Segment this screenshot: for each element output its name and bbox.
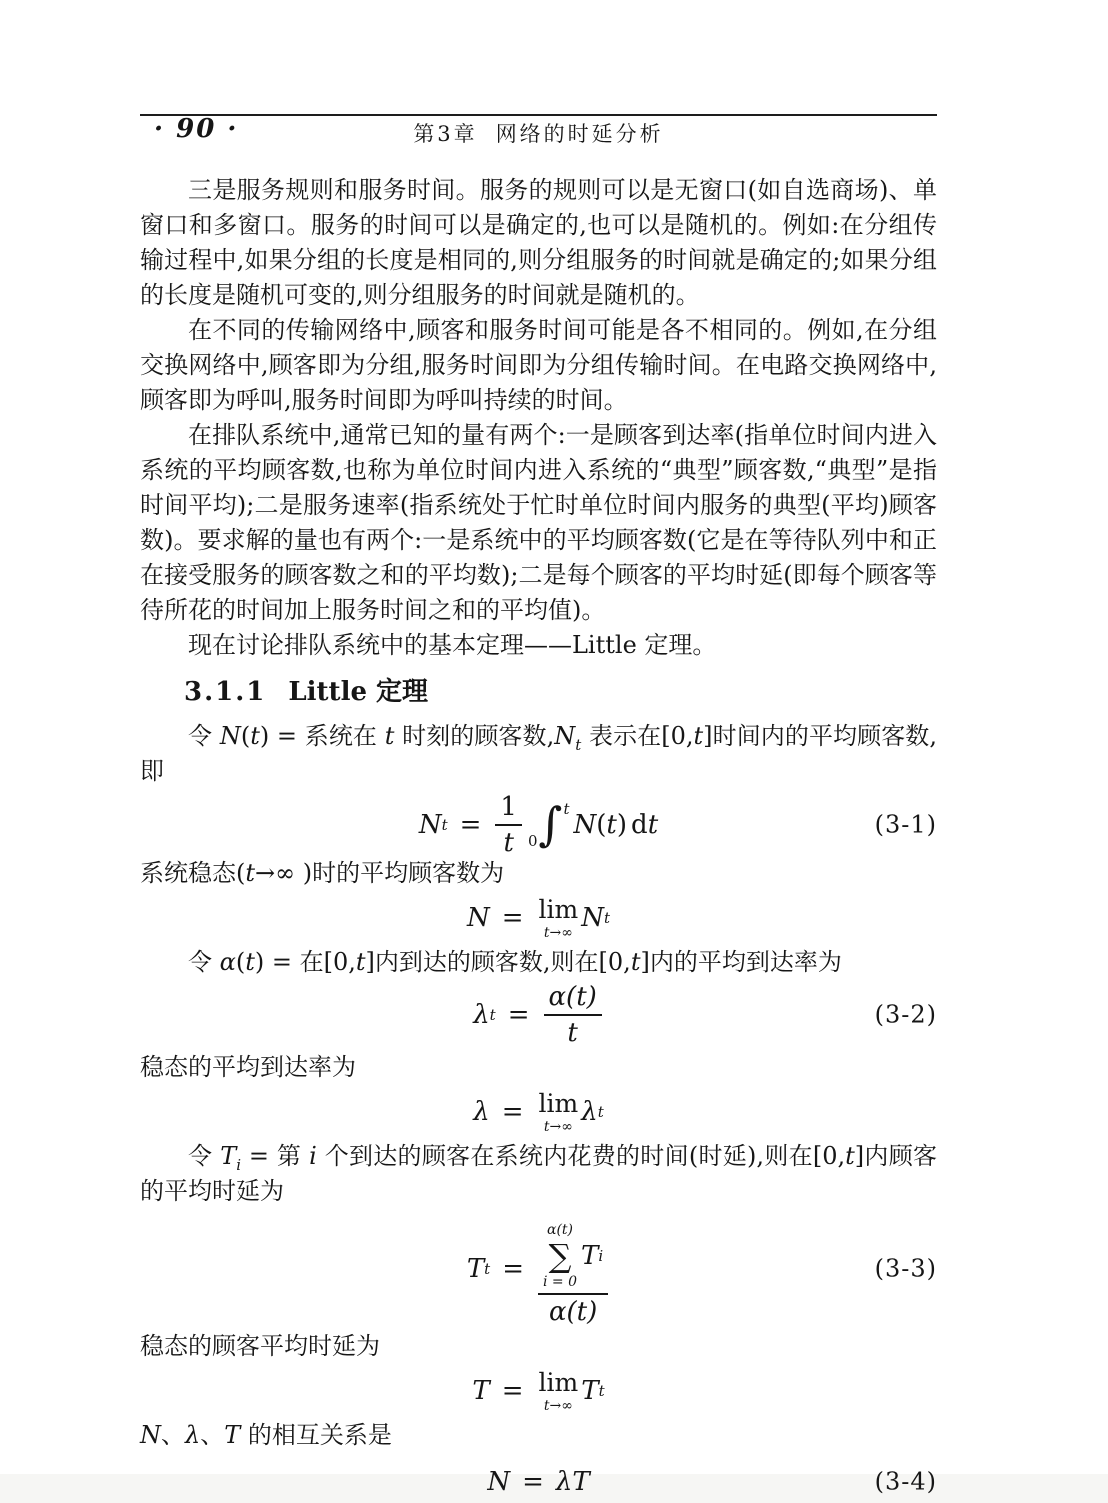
equation-number: (3-1): [874, 810, 937, 839]
equation-number: (3-2): [874, 1000, 937, 1029]
header-rule: [140, 114, 937, 116]
page-number: · 90 ·: [154, 114, 239, 144]
math-var: T: [581, 1241, 599, 1271]
paragraph-networks: 在不同的传输网络中,顾客和服务时间可能是各不相同的。例如,在分组交换网络中,顾客即为分组,服务时间即为分组传输时间。在电路交换网络中,顾客即为呼叫,服务时间即为呼叫持续的时间。: [140, 316, 937, 414]
sum-sign: ∑: [548, 1237, 572, 1275]
text-run: ]内的平均到达率为: [640, 948, 842, 976]
math-var: N: [140, 1421, 161, 1449]
formula-average-delay: T t = α(t) ∑ i = 0 T i α(t): [467, 1213, 610, 1325]
math-var: t: [630, 948, 641, 976]
math-var: t: [250, 722, 260, 750]
line-define-nt: [140, 719, 937, 789]
sum-lower-limit: i = 0: [543, 1274, 578, 1290]
math-var: N: [554, 722, 576, 750]
text-run: 时刻的顾客数,: [394, 722, 555, 750]
text-run: 令: [188, 722, 220, 750]
page-content: [140, 84, 937, 1503]
integral-lower-limit: 0: [527, 831, 538, 850]
text-run: 表示在[0,: [581, 722, 694, 750]
section-number: 3.1.1: [184, 677, 267, 707]
text-run: (: [235, 948, 246, 976]
text-run: (: [240, 722, 251, 750]
text-run: 个到达的顾客在系统内花费的时间(时延),则在[0,: [316, 1142, 846, 1170]
math-var: N: [487, 1467, 511, 1497]
differential-d: d: [631, 810, 648, 840]
line-define-ti: [140, 1139, 937, 1209]
text-run: 系统稳态(: [140, 859, 246, 887]
denominator: t: [567, 1018, 578, 1048]
equals-sign: =: [459, 810, 482, 840]
math-var: λ: [473, 1000, 490, 1030]
math-var: N: [466, 903, 490, 933]
text-run: 令: [188, 948, 220, 976]
equals-sign: =: [501, 903, 524, 933]
equation-3-2: [140, 983, 937, 1047]
chapter-label: 第3章: [413, 122, 478, 146]
equation-number: (3-3): [874, 1254, 937, 1283]
math-var: i: [309, 1142, 317, 1170]
math-var: T: [572, 1467, 590, 1497]
text-run: = 第: [241, 1142, 310, 1170]
equation-3-3: [140, 1213, 937, 1325]
math-var: t: [245, 948, 255, 976]
text-run: ]内顾客的平均时延为: [140, 1142, 937, 1205]
equation-3-1: [140, 794, 937, 856]
paragraph-queueing-quantities: 在排队系统中,通常已知的量有两个:一是顾客到达率(指单位时间内进入系统的平均顾客数,也称为单位时间内进入系统的“典型”顾客数,“典型”是指时间平均);二是服务速率(指系统处于忙时单位时间内服务的典型(平均)顾客数)。要求解的量也有两个:一是系统中的平均顾客数(它是在等待队列中和正在接受服务的顾客数之和的平均数);二是每个顾客的平均时延(即每个顾客等待所花的时间加上服务时间之和的平均值)。: [140, 421, 937, 624]
text-run: 、: [161, 1421, 185, 1449]
sum-upper-limit: α(t): [547, 1222, 574, 1238]
math-var: t: [647, 810, 659, 840]
limit-operator: [538, 1367, 579, 1414]
formula-average-customers: N t = $\frac{1}{t}$ 0 ∫ t N ( t ) d t: [418, 792, 659, 858]
section-heading: [184, 676, 937, 708]
text-run: →∞ )时的平均顾客数为: [255, 859, 505, 887]
formula-limit-t: T = lim t→∞ T t: [472, 1367, 605, 1414]
formula-limit-n: N = lim t→∞ N t: [466, 894, 611, 941]
paragraph-little-intro: 现在讨论排队系统中的基本定理——Little 定理。: [188, 631, 717, 659]
math-var: t: [693, 722, 704, 750]
limit-operator: [538, 1088, 579, 1135]
integral-sign: ∫: [538, 797, 563, 852]
math-var: N: [573, 810, 597, 840]
sum-expression: α(t) ∑ i = 0 T i: [543, 1222, 604, 1290]
numerator: α(t): [544, 984, 602, 1016]
math-var: T: [466, 1254, 485, 1284]
text-run: ) = 系统在: [259, 722, 385, 750]
math-var: t: [384, 722, 395, 750]
equation-3-4: [140, 1461, 937, 1503]
fraction: [538, 1213, 608, 1325]
math-var: t: [606, 810, 617, 840]
math-var: λ: [185, 1421, 201, 1449]
equals-sign: =: [501, 1376, 524, 1406]
paren: ): [616, 810, 628, 840]
fraction: [544, 984, 602, 1046]
lim-subscript: t→∞: [543, 924, 573, 941]
paragraph-service-rules: 三是服务规则和服务时间。服务的规则可以是无窗口(如自选商场)、单窗口和多窗口。服务的时间可以是确定的,也可以是随机的。例如:在分组传输过程中,如果分组的长度是相同的,则分组服务的时间就是确定的;如果分组的长度是随机可变的,则分组服务的时间就是随机的。: [140, 176, 937, 309]
text-run: ]时间内的平均顾客数,即: [140, 722, 937, 785]
body-text: [140, 173, 937, 1503]
math-subscript: i: [236, 1155, 242, 1174]
formula-arrival-rate: λ t = $\frac{\alpha(t)}{t}$: [473, 984, 604, 1046]
math-var: N: [418, 810, 442, 840]
denominator: α(t): [548, 1297, 598, 1327]
text-run: ) = 在[0,: [254, 948, 356, 976]
chapter-title: 网络的时延分析: [495, 122, 664, 146]
equals-sign: =: [522, 1467, 544, 1497]
math-var: t: [355, 948, 366, 976]
line-steady-lambda: 稳态的平均到达率为: [140, 1053, 356, 1081]
text-run: 令: [188, 1142, 221, 1170]
section-title: Little 定理: [288, 677, 429, 707]
text-run: 的相互关系是: [240, 1421, 392, 1449]
fraction: [495, 794, 522, 856]
math-var: t: [245, 859, 256, 887]
math-var: λ: [581, 1097, 598, 1127]
numerator: 1: [495, 794, 522, 826]
lim-subscript: t→∞: [543, 1118, 573, 1135]
text-run: ]内到达的顾客数,则在[0,: [365, 948, 631, 976]
math-subscript: t: [575, 735, 582, 754]
line-steady-n: [140, 856, 937, 891]
math-var: T: [224, 1421, 241, 1449]
numerator: [538, 1213, 608, 1295]
line-relation: [140, 1418, 937, 1453]
math-var: T: [472, 1376, 490, 1406]
chapter-heading: [140, 118, 937, 148]
lim-subscript: t→∞: [543, 1397, 573, 1414]
equation-limit-n: [140, 893, 937, 943]
summation: [543, 1223, 577, 1289]
lim-text: lim: [538, 894, 579, 924]
lim-text: lim: [538, 1367, 579, 1397]
math-var: T: [581, 1376, 599, 1406]
lim-text: lim: [538, 1088, 579, 1118]
denominator: t: [503, 828, 514, 858]
text-run: 、: [200, 1421, 225, 1449]
math-var: λ: [473, 1097, 490, 1127]
formula-little-theorem: [487, 1469, 589, 1495]
equation-limit-lambda: [140, 1087, 937, 1137]
math-var: T: [220, 1142, 237, 1170]
formula-limit-lambda: λ = lim t→∞ λ t: [473, 1088, 604, 1135]
math-var: α: [219, 948, 236, 976]
math-var: N: [581, 903, 604, 933]
line-steady-t: 稳态的顾客平均时延为: [140, 1332, 380, 1360]
math-var: N: [219, 722, 241, 750]
equals-sign: =: [501, 1097, 524, 1127]
page-header: [140, 114, 937, 150]
line-define-alpha: [140, 945, 937, 980]
math-var: t: [845, 1142, 855, 1170]
limit-operator: [538, 894, 579, 941]
paren: (: [596, 810, 607, 840]
equation-number: (3-4): [874, 1467, 937, 1496]
equals-sign: =: [502, 1254, 524, 1284]
equals-sign: =: [507, 1000, 530, 1030]
math-var: λ: [555, 1467, 573, 1497]
integral-upper-limit: t: [563, 799, 570, 818]
equation-limit-t: [140, 1366, 937, 1416]
